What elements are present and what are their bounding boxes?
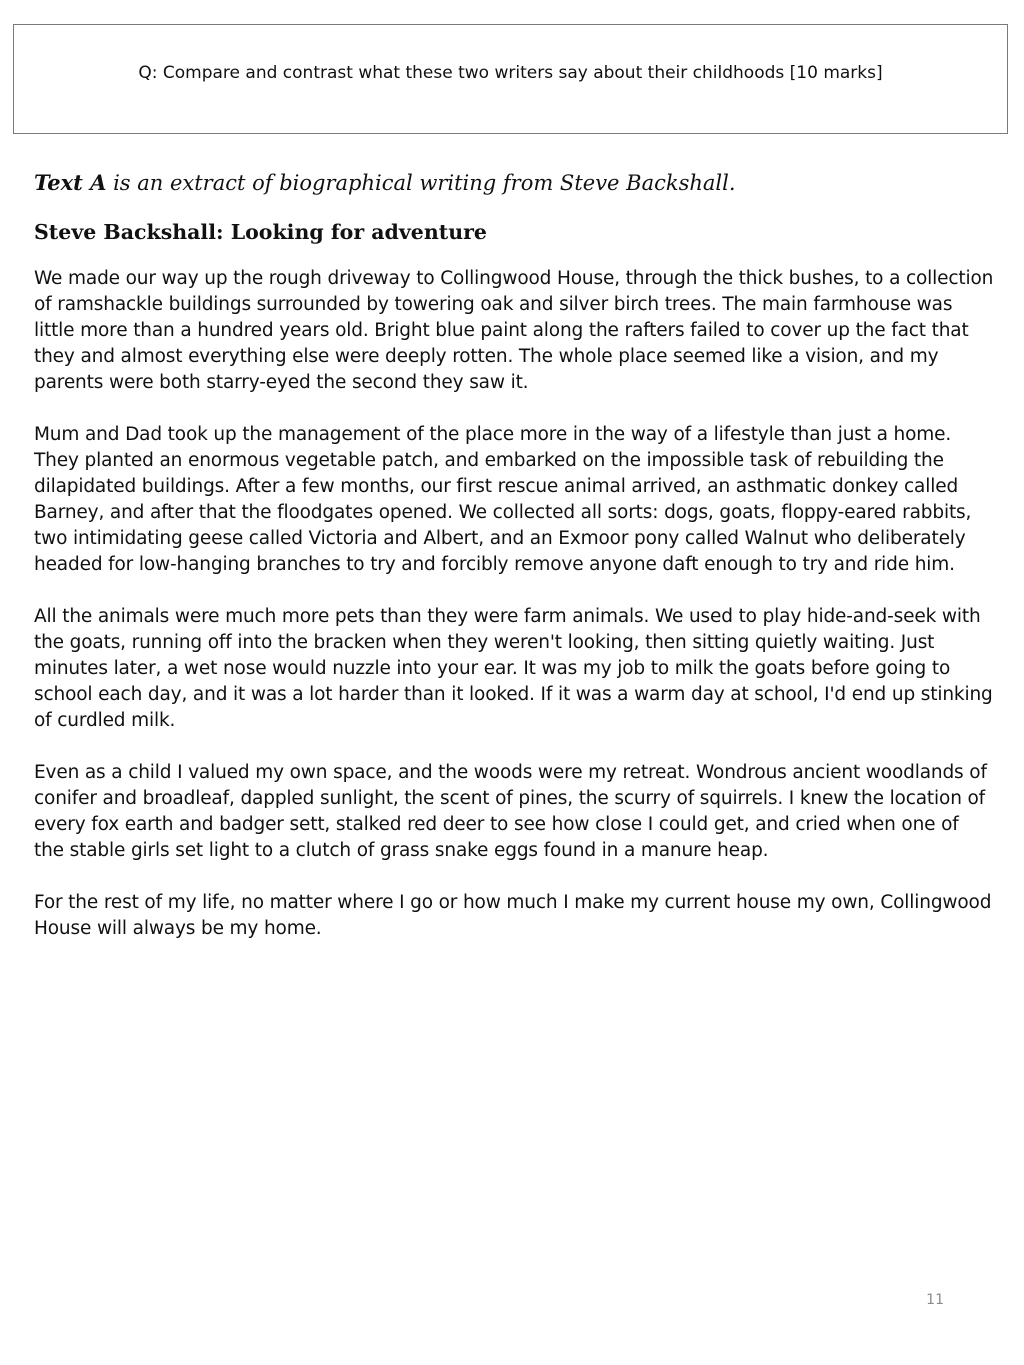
extract-heading: Steve Backshall: Looking for adventure (34, 220, 487, 245)
text-a-intro-rest: is an extract of biographical writing from Steve Backshall. (106, 171, 736, 195)
paragraph-5: For the rest of my life, no matter where I go or how much I make my current house my own, Collingwood House will always be my home. (34, 891, 992, 939)
paragraph-2: Mum and Dad took up the management of the place more in the way of a lifestyle than just a home. They planted an enormous vegetable patch, and embarked on the impossible task of rebuilding the dilapidated buildings. After a few months, our first rescue animal arrived, an asthmatic donkey called Barney, and after that the floodgates opened. We collected all sorts: dogs, goats, floppy-eared rabbits, two intimidating geese called Victoria and Albert, and an Exmoor pony called Walnut who deliberately headed for low-hanging branches to try and forcibly remove anyone daft enough to try and ride him. (34, 423, 972, 575)
text-a-label: Text A (34, 170, 107, 195)
paragraph-3: All the animals were much more pets than they were farm animals. We used to play hide-and-seek with the goats, running off into the bracken when they weren't looking, then sitting quietly waiting. Just minutes later, a wet nose would nuzzle into your ear. It was my job to milk the goats before going to school each day, and it was a lot harder than it looked. If it was a warm day at school, I'd end up stinking of curdled milk. (34, 605, 993, 731)
text-a-content (34, 169, 994, 968)
paragraph-4: Even as a child I valued my own space, and the woods were my retreat. Wondrous ancient woodlands of conifer and broadleaf, dappled sunlight, the scent of pines, the scurry of squirrels. I knew the location of every fox earth and badger sett, stalked red deer to see how close I could get, and cried when one of the stable girls set light to a clutch of grass snake eggs found in a manure heap. (34, 761, 987, 861)
question-box (13, 24, 1008, 134)
page-number: 11 (926, 1292, 944, 1308)
text-a-intro (34, 169, 994, 197)
paragraph-1: We made our way up the rough driveway to Collingwood House, through the thick bushes, to a collection of ramshackle buildings surrounded by towering oak and silver birch trees. The main farmhouse was little more than a hundred years old. Bright blue paint along the rafters failed to cover up the fact that they and almost everything else were deeply rotten. The whole place seemed like a vision, and my parents were both starry-eyed the second they saw it. (34, 267, 994, 393)
question-text: Q: Compare and contrast what these two writers say about their childhoods [10 marks] (138, 63, 883, 83)
